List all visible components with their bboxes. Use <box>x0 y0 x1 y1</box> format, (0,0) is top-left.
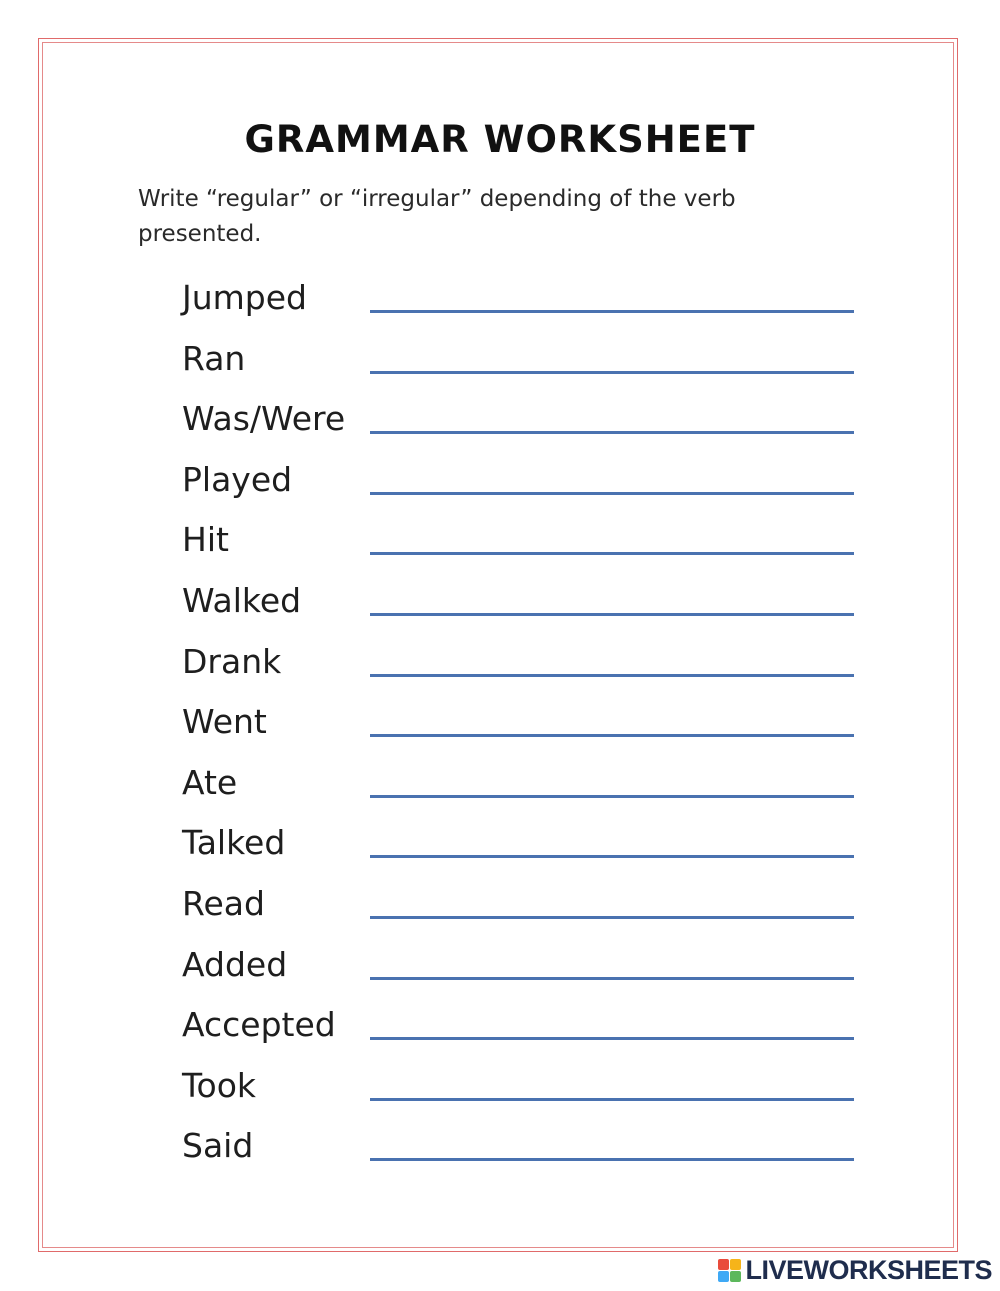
verb-label: Said <box>182 1126 254 1166</box>
answer-field-took[interactable] <box>370 1098 854 1101</box>
answer-field-ran[interactable] <box>370 371 854 374</box>
answer-field-went[interactable] <box>370 734 854 737</box>
verb-row <box>182 397 862 458</box>
verb-row <box>182 761 862 822</box>
verb-row <box>182 337 862 398</box>
verb-row <box>182 458 862 519</box>
verb-row <box>182 1003 862 1064</box>
verb-label: Talked <box>182 823 286 863</box>
answer-field-drank[interactable] <box>370 674 854 677</box>
answer-field-talked[interactable] <box>370 855 854 858</box>
answer-field-added[interactable] <box>370 977 854 980</box>
verb-label: Accepted <box>182 1005 336 1045</box>
verb-label: Jumped <box>182 278 307 317</box>
verb-row <box>182 518 862 579</box>
answer-field-played[interactable] <box>370 492 854 495</box>
liveworksheets-brand[interactable] <box>718 1252 992 1288</box>
answer-field-said[interactable] <box>370 1158 854 1161</box>
verb-label: Read <box>182 883 265 923</box>
verb-row <box>182 700 862 761</box>
answer-field-ate[interactable] <box>370 795 854 798</box>
answer-field-walked[interactable] <box>370 613 854 616</box>
answer-field-accepted[interactable] <box>370 1037 854 1040</box>
liveworksheets-logo-icon <box>718 1259 741 1282</box>
verb-label: Hit <box>182 520 229 560</box>
verb-row <box>182 1064 862 1125</box>
verb-label: Drank <box>182 641 282 681</box>
verb-row <box>182 640 862 701</box>
answer-field-hit[interactable] <box>370 552 854 555</box>
verb-label: Played <box>182 459 293 499</box>
verb-row <box>182 1124 862 1185</box>
verb-label: Went <box>182 702 267 742</box>
answer-field-was-were[interactable] <box>370 431 854 434</box>
verb-label: Was/Were <box>182 399 346 439</box>
verb-label: Walked <box>182 580 302 620</box>
verb-row <box>182 943 862 1004</box>
answer-field-read[interactable] <box>370 916 854 919</box>
brand-name: LIVEWORKSHEETS <box>745 1254 992 1285</box>
verb-list <box>182 276 862 1185</box>
verb-row <box>182 579 862 640</box>
verb-row <box>182 276 862 337</box>
verb-label: Ate <box>182 762 238 802</box>
verb-label: Took <box>182 1065 257 1105</box>
worksheet-instructions: Write “regular” or “irregular” depending of the verb presented. <box>138 186 736 247</box>
worksheet-title: GRAMMAR WORKSHEET <box>244 118 756 161</box>
verb-label: Added <box>182 944 288 984</box>
answer-field-jumped[interactable] <box>370 310 854 313</box>
verb-row <box>182 882 862 943</box>
verb-label: Ran <box>182 338 246 378</box>
verb-row <box>182 821 862 882</box>
